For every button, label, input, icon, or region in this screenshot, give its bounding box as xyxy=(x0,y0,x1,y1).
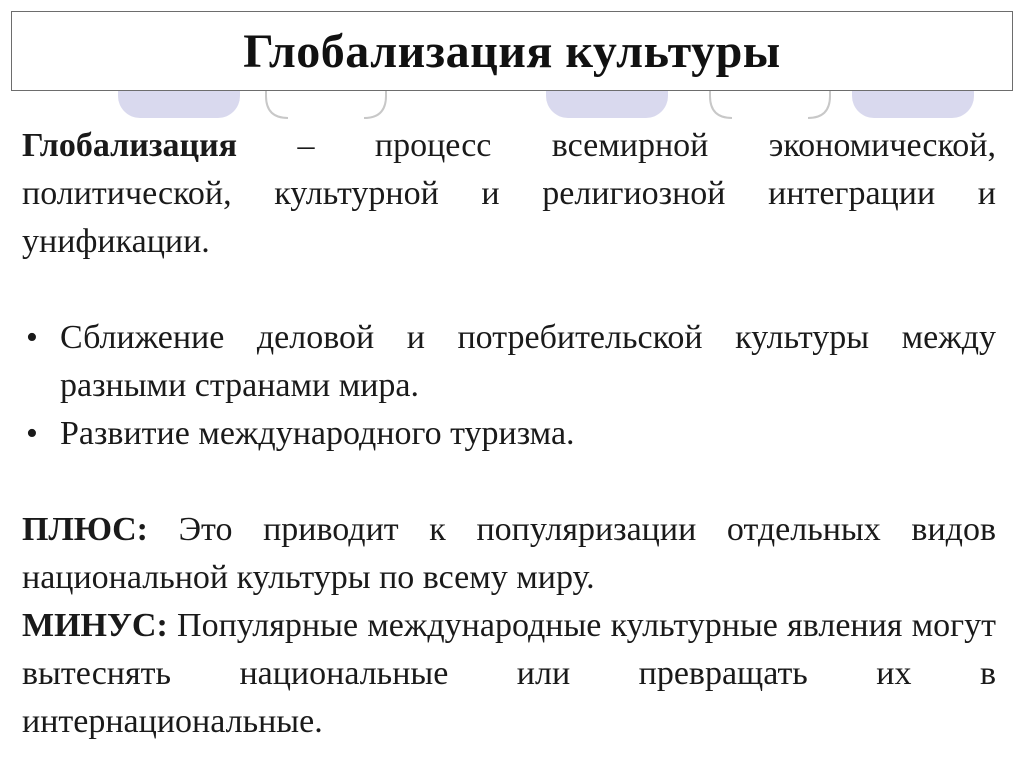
spacer xyxy=(22,266,996,314)
definition-term: Глобализация xyxy=(22,127,238,164)
definition-text: – процесс всемирной экономической, политической, культурной и религиозной интеграции и унификации. xyxy=(22,127,996,260)
minus-paragraph xyxy=(22,602,996,746)
bullet-text: Развитие международного туризма. xyxy=(60,415,575,452)
bullet-item xyxy=(22,410,996,458)
slide-content xyxy=(22,122,996,746)
page-title: Глобализация культуры xyxy=(243,24,781,78)
plus-label: ПЛЮС: xyxy=(22,511,148,548)
bullet-list xyxy=(22,314,996,458)
minus-text: Популярные международные культурные явления могут вытеснять национальные или превращать их в интернациональные. xyxy=(22,607,996,740)
plus-text: Это приводит к популяризации отдельных видов национальной культуры по всему миру. xyxy=(22,511,996,596)
definition-paragraph xyxy=(22,122,996,266)
title-box xyxy=(11,11,1013,91)
bullet-item xyxy=(22,314,996,410)
spacer xyxy=(22,458,996,506)
bullet-text: Сближение деловой и потребительской культуры между разными странами мира. xyxy=(60,319,996,404)
minus-label: МИНУС: xyxy=(22,607,168,644)
bullet-icon: • xyxy=(26,415,38,452)
bullet-icon: • xyxy=(26,319,38,356)
plus-paragraph xyxy=(22,506,996,602)
